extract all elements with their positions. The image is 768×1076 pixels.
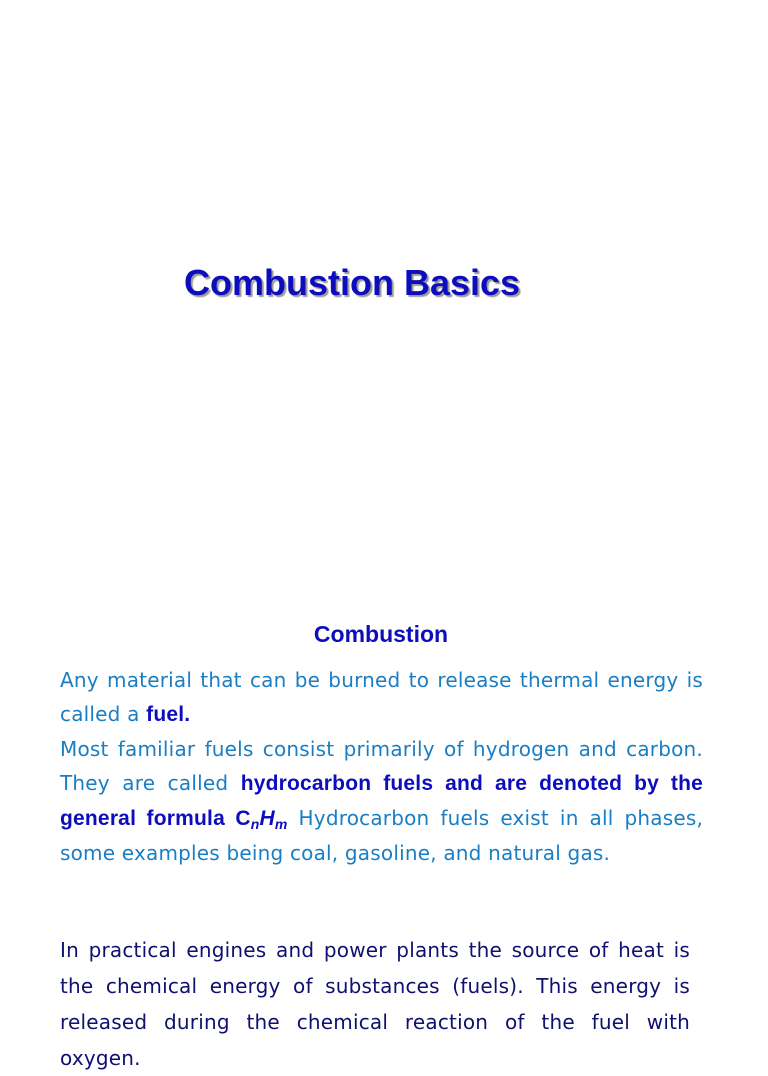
page-title: Combustion Basics	[183, 262, 521, 303]
energy-source-paragraph: In practical engines and power plants the source of heat is the chemical energy of substances (fuels). This energy is released during the chemical reaction of the fuel with oxygen.	[60, 938, 690, 1070]
fuel-term: fuel.	[146, 703, 191, 726]
formula-h: H	[259, 807, 275, 830]
formula-subscript-n: n	[250, 816, 260, 832]
definition-paragraph	[60, 663, 703, 870]
intro-text: Any material that can be burned to release thermal energy is called a	[60, 668, 703, 726]
hydrocarbon-text: hydrocarbon fuels and are denoted by the general formula	[60, 772, 704, 830]
hydrocarbon-phases-text: Hydrocarbon fuels exist in all phases, some examples being coal, gasoline, and natural gas.	[60, 806, 704, 865]
formula-subscript-m: m	[274, 816, 288, 832]
section-heading: Combustion	[313, 621, 449, 647]
formula-c: C	[235, 807, 251, 830]
familiar-fuels-text: Most familiar fuels consist primarily of hydrogen and carbon. They are called	[60, 737, 703, 795]
